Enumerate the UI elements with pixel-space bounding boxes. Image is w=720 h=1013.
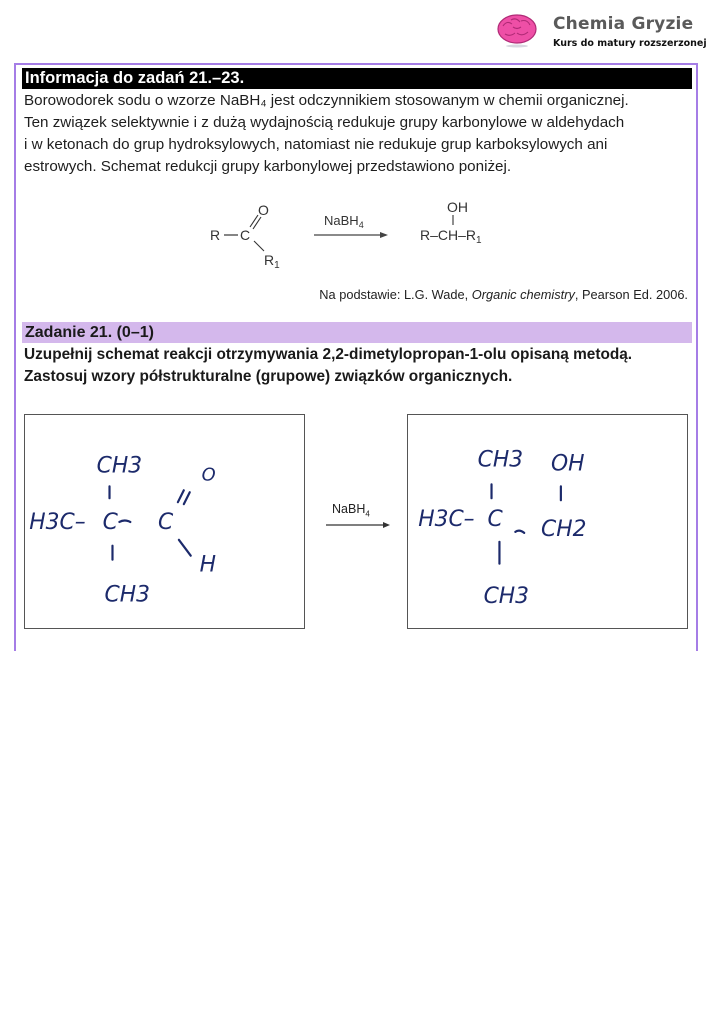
svg-text:C: C — [487, 506, 503, 532]
scheme-r1: $R_1$ — [264, 252, 280, 271]
handwritten-product — [408, 415, 687, 628]
svg-text:O: O — [201, 464, 216, 486]
scheme-reagent: NaBH$_4$ — [324, 213, 364, 230]
answer-box-product[interactable] — [407, 414, 688, 629]
info-line: Ten związek selektywnie i z dużą wydajnością redukuje grupy karbonylowe w aldehydach — [24, 114, 625, 131]
reduction-scheme — [200, 195, 520, 275]
scheme-product: $R-CH-R_1$ — [420, 227, 482, 246]
svg-text:CH2: CH2 — [541, 516, 587, 542]
task-header: Zadanie 21. (0–1) — [22, 322, 692, 343]
info-line: estrowych. Schemat redukcji grupy karbonylowej przedstawiono poniżej. — [24, 158, 512, 175]
svg-text:C: C — [102, 509, 118, 535]
brand-title: Chemia Gryzie — [553, 14, 694, 34]
info-header: Informacja do zadań 21.–23. — [22, 68, 692, 89]
task-line: Uzupełnij schemat reakcji otrzymywania 2,2-dimetylopropan-1-olu opisaną metodą. — [24, 346, 633, 363]
brand-header — [495, 12, 720, 52]
brain-icon — [495, 12, 539, 48]
svg-text:CH3: CH3 — [477, 447, 524, 473]
handwritten-substrate — [25, 415, 304, 628]
svg-text:CH3: CH3 — [96, 453, 143, 479]
scheme-r: R — [210, 227, 221, 243]
info-line: i w ketonach do grup hydroksylowych, natomiast nie redukuje grup karboksylowych ani — [24, 136, 608, 153]
svg-text:C: C — [158, 509, 174, 535]
svg-text:CH3: CH3 — [104, 582, 151, 608]
scheme-oh: OH — [447, 199, 468, 215]
task-instructions — [24, 344, 632, 388]
svg-text:H3C–: H3C– — [29, 509, 86, 535]
svg-text:OH: OH — [550, 451, 585, 477]
scheme-o: O — [258, 202, 269, 218]
svg-text:H: H — [199, 552, 217, 578]
scheme-c: C — [240, 227, 251, 243]
task-line: Zastosuj wzory półstrukturalne (grupowe) związków organicznych. — [24, 368, 513, 385]
info-text — [24, 90, 694, 178]
reaction-arrow — [324, 500, 394, 536]
answer-box-substrate[interactable] — [24, 414, 305, 629]
svg-text:CH3: CH3 — [483, 584, 530, 610]
brand-subtitle: Kurs do matury rozszerzonej — [553, 38, 707, 49]
info-line: Borowodorek sodu o wzorze NaBH₄ jest odczynnikiem stosowanym w chemii organicznej. — [24, 92, 629, 109]
reagent-label: NaBH$_4$ — [332, 502, 370, 519]
svg-text:H3C–: H3C– — [418, 506, 475, 532]
arrow-icon — [324, 520, 392, 530]
source-citation: Na podstawie: L.G. Wade, Organic chemistry, Pearson Ed. 2006. — [319, 287, 688, 302]
